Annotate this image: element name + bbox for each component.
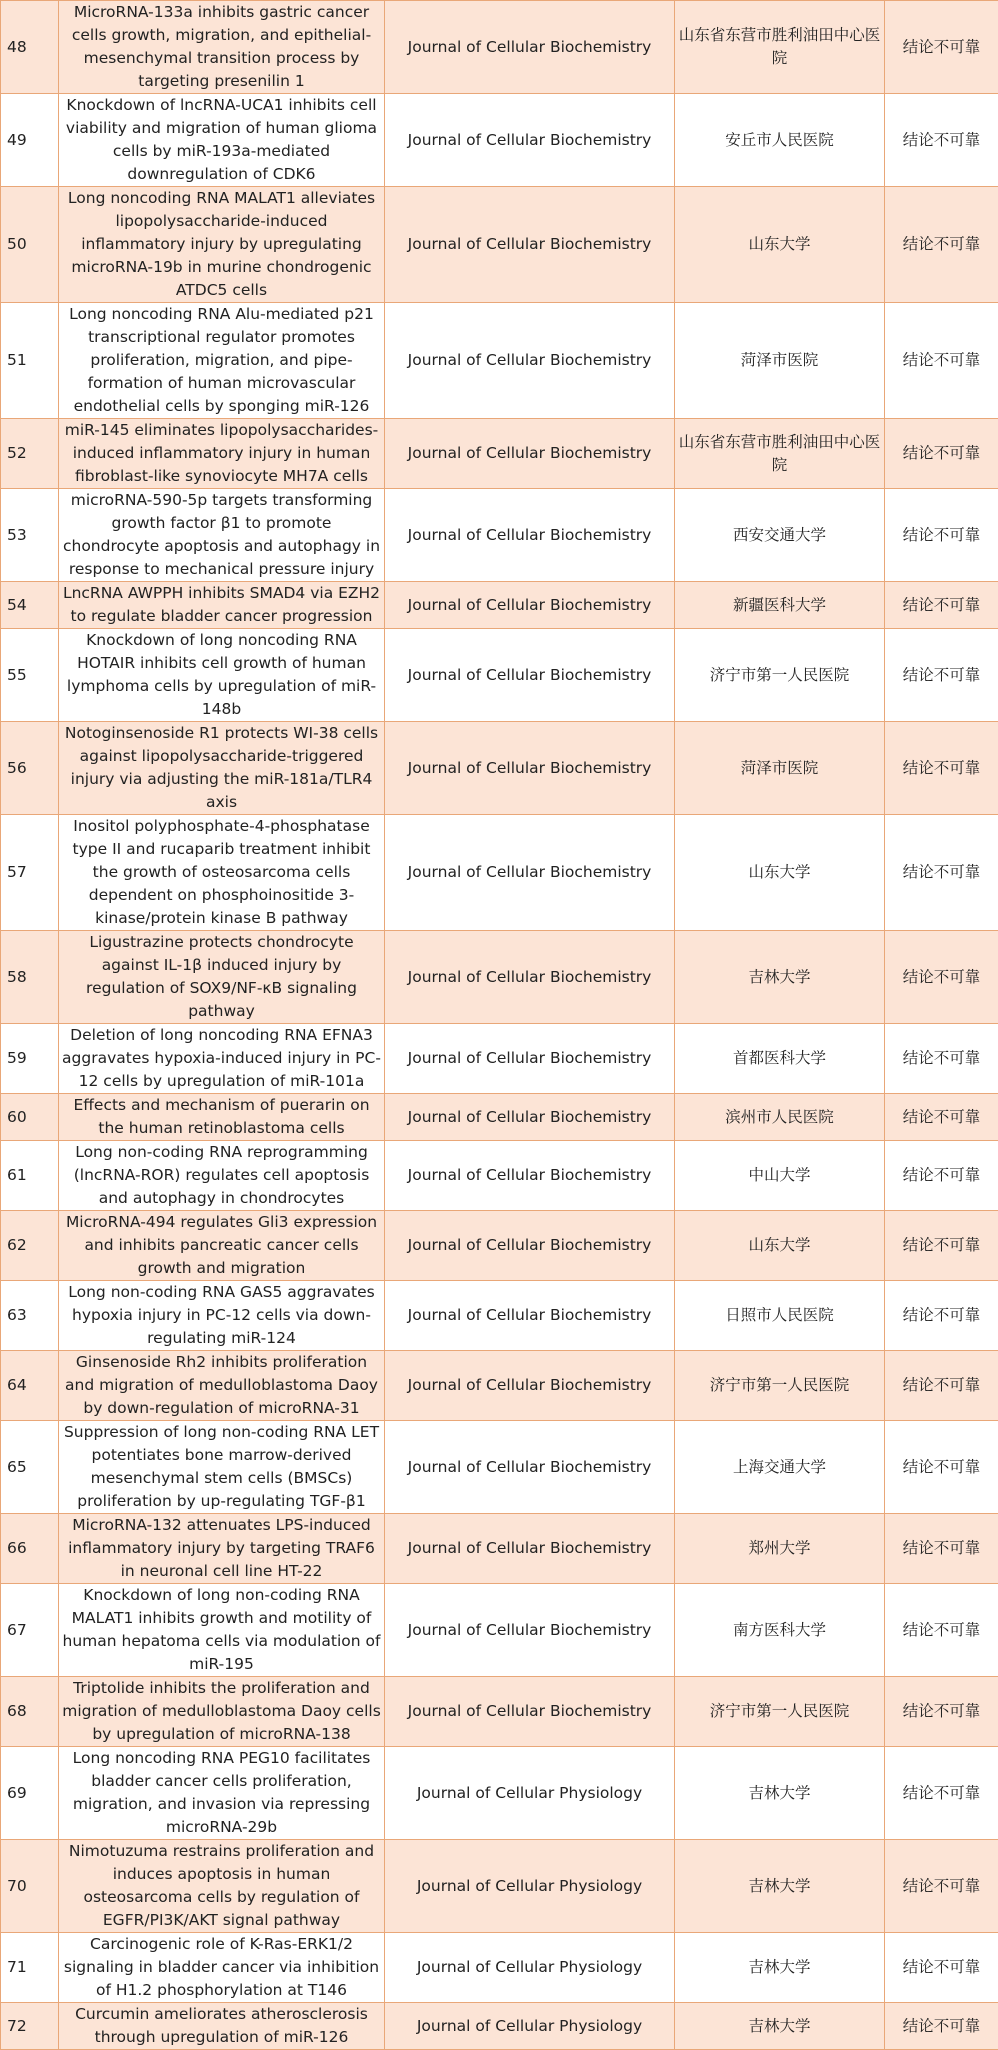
conclusion-cell: 结论不可靠	[885, 1351, 998, 1421]
institution-cell: 山东大学	[675, 815, 885, 931]
article-title-cell: MicroRNA-133a inhibits gastric cancer cells growth, migration, and epithelial-mesenchymal transition process by targeting presenilin 1	[59, 1, 385, 94]
institution-cell: 吉林大学	[675, 1747, 885, 1840]
table-row	[1, 1840, 998, 1933]
article-title-cell: Knockdown of long noncoding RNA HOTAIR inhibits cell growth of human lymphoma cells by upregulation of miR-148b	[59, 629, 385, 722]
conclusion-cell: 结论不可靠	[885, 1677, 998, 1747]
row-number-cell: 55	[1, 629, 59, 722]
row-number-cell: 68	[1, 1677, 59, 1747]
article-title-cell: Inositol polyphosphate-4-phosphatase type II and rucaparib treatment inhibit the growth of osteosarcoma cells dependent on phosphoinositide 3-kinase/protein kinase B pathway	[59, 815, 385, 931]
article-title-cell: Knockdown of long non-coding RNA MALAT1 inhibits growth and motility of human hepatoma cells via modulation of miR-195	[59, 1584, 385, 1677]
article-title-cell: Ginsenoside Rh2 inhibits proliferation and migration of medulloblastoma Daoy by down-regulation of microRNA-31	[59, 1351, 385, 1421]
row-number-cell: 66	[1, 1514, 59, 1584]
journal-cell: Journal of Cellular Physiology	[385, 1933, 675, 2003]
journal-cell: Journal of Cellular Biochemistry	[385, 1421, 675, 1514]
table-row	[1, 931, 998, 1024]
row-number-cell: 49	[1, 94, 59, 187]
conclusion-cell: 结论不可靠	[885, 94, 998, 187]
table-row	[1, 419, 998, 489]
row-number-cell: 64	[1, 1351, 59, 1421]
article-title-cell: Nimotuzuma restrains proliferation and induces apoptosis in human osteosarcoma cells by regulation of EGFR/PI3K/AKT signal pathway	[59, 1840, 385, 1933]
table-row	[1, 1211, 998, 1281]
institution-cell: 济宁市第一人民医院	[675, 1677, 885, 1747]
institution-cell: 济宁市第一人民医院	[675, 1351, 885, 1421]
article-title-cell: LncRNA AWPPH inhibits SMAD4 via EZH2 to regulate bladder cancer progression	[59, 582, 385, 629]
conclusion-cell: 结论不可靠	[885, 419, 998, 489]
table-row	[1, 2003, 998, 2050]
row-number-cell: 72	[1, 2003, 59, 2050]
journal-cell: Journal of Cellular Biochemistry	[385, 1024, 675, 1094]
row-number-cell: 52	[1, 419, 59, 489]
article-title-cell: Long non-coding RNA GAS5 aggravates hypoxia injury in PC-12 cells via down-regulating miR-124	[59, 1281, 385, 1351]
table-row	[1, 187, 998, 303]
journal-cell: Journal of Cellular Biochemistry	[385, 1351, 675, 1421]
institution-cell: 吉林大学	[675, 931, 885, 1024]
journal-cell: Journal of Cellular Physiology	[385, 1747, 675, 1840]
conclusion-cell: 结论不可靠	[885, 1211, 998, 1281]
row-number-cell: 71	[1, 1933, 59, 2003]
journal-cell: Journal of Cellular Biochemistry	[385, 1514, 675, 1584]
table-row	[1, 722, 998, 815]
article-title-cell: Triptolide inhibits the proliferation and migration of medulloblastoma Daoy cells by upregulation of microRNA-138	[59, 1677, 385, 1747]
conclusion-cell: 结论不可靠	[885, 1514, 998, 1584]
conclusion-cell: 结论不可靠	[885, 1141, 998, 1211]
journal-cell: Journal of Cellular Biochemistry	[385, 1584, 675, 1677]
row-number-cell: 59	[1, 1024, 59, 1094]
table-row	[1, 629, 998, 722]
conclusion-cell: 结论不可靠	[885, 1094, 998, 1141]
institution-cell: 山东大学	[675, 1211, 885, 1281]
article-title-cell: Long noncoding RNA MALAT1 alleviates lipopolysaccharide-induced inflammatory injury by upregulating microRNA-19b in murine chondrogenic ATDC5 cells	[59, 187, 385, 303]
table-row	[1, 94, 998, 187]
conclusion-cell: 结论不可靠	[885, 489, 998, 582]
institution-cell: 郑州大学	[675, 1514, 885, 1584]
article-title-cell: miR-145 eliminates lipopolysaccharides-induced inflammatory injury in human fibroblast-like synoviocyte MH7A cells	[59, 419, 385, 489]
institution-cell: 菏泽市医院	[675, 722, 885, 815]
article-title-cell: Notoginsenoside R1 protects WI-38 cells against lipopolysaccharide-triggered injury via adjusting the miR-181a/TLR4 axis	[59, 722, 385, 815]
row-number-cell: 61	[1, 1141, 59, 1211]
article-title-cell: Ligustrazine protects chondrocyte against IL-1β induced injury by regulation of SOX9/NF-κB signaling pathway	[59, 931, 385, 1024]
institution-cell: 山东大学	[675, 187, 885, 303]
table-row	[1, 489, 998, 582]
article-title-cell: Deletion of long noncoding RNA EFNA3 aggravates hypoxia-induced injury in PC-12 cells by upregulation of miR-101a	[59, 1024, 385, 1094]
institution-cell: 吉林大学	[675, 1840, 885, 1933]
row-number-cell: 63	[1, 1281, 59, 1351]
institution-cell: 菏泽市医院	[675, 303, 885, 419]
institution-cell: 日照市人民医院	[675, 1281, 885, 1351]
journal-cell: Journal of Cellular Biochemistry	[385, 187, 675, 303]
conclusion-cell: 结论不可靠	[885, 187, 998, 303]
conclusion-cell: 结论不可靠	[885, 1840, 998, 1933]
conclusion-cell: 结论不可靠	[885, 1747, 998, 1840]
row-number-cell: 70	[1, 1840, 59, 1933]
institution-cell: 新疆医科大学	[675, 582, 885, 629]
journal-cell: Journal of Cellular Biochemistry	[385, 629, 675, 722]
institution-cell: 南方医科大学	[675, 1584, 885, 1677]
row-number-cell: 53	[1, 489, 59, 582]
table-row	[1, 582, 998, 629]
table-row	[1, 1141, 998, 1211]
journal-cell: Journal of Cellular Biochemistry	[385, 1211, 675, 1281]
conclusion-cell: 结论不可靠	[885, 1281, 998, 1351]
conclusion-cell: 结论不可靠	[885, 815, 998, 931]
table-row	[1, 1584, 998, 1677]
conclusion-cell: 结论不可靠	[885, 629, 998, 722]
row-number-cell: 51	[1, 303, 59, 419]
row-number-cell: 50	[1, 187, 59, 303]
row-number-cell: 67	[1, 1584, 59, 1677]
table-row	[1, 1933, 998, 2003]
journal-cell: Journal of Cellular Biochemistry	[385, 1094, 675, 1141]
conclusion-cell: 结论不可靠	[885, 1421, 998, 1514]
table-body	[1, 1, 998, 2050]
conclusion-cell: 结论不可靠	[885, 1584, 998, 1677]
row-number-cell: 57	[1, 815, 59, 931]
institution-cell: 吉林大学	[675, 1933, 885, 2003]
conclusion-cell: 结论不可靠	[885, 2003, 998, 2050]
journal-cell: Journal of Cellular Biochemistry	[385, 303, 675, 419]
table-row	[1, 1024, 998, 1094]
conclusion-cell: 结论不可靠	[885, 582, 998, 629]
row-number-cell: 56	[1, 722, 59, 815]
journal-cell: Journal of Cellular Biochemistry	[385, 815, 675, 931]
article-title-cell: Suppression of long non-coding RNA LET potentiates bone marrow-derived mesenchymal stem cells (BMSCs) proliferation by up-regulating TGF-β1	[59, 1421, 385, 1514]
journal-cell: Journal of Cellular Biochemistry	[385, 582, 675, 629]
row-number-cell: 54	[1, 582, 59, 629]
article-title-cell: Curcumin ameliorates atherosclerosis through upregulation of miR-126	[59, 2003, 385, 2050]
table-row	[1, 1514, 998, 1584]
table-row	[1, 815, 998, 931]
institution-cell: 山东省东营市胜利油田中心医院	[675, 419, 885, 489]
journal-cell: Journal of Cellular Biochemistry	[385, 1, 675, 94]
table-row	[1, 1421, 998, 1514]
article-title-cell: MicroRNA-132 attenuates LPS-induced inflammatory injury by targeting TRAF6 in neuronal cell line HT-22	[59, 1514, 385, 1584]
conclusion-cell: 结论不可靠	[885, 1, 998, 94]
conclusion-cell: 结论不可靠	[885, 303, 998, 419]
conclusion-cell: 结论不可靠	[885, 931, 998, 1024]
conclusion-cell: 结论不可靠	[885, 1933, 998, 2003]
journal-cell: Journal of Cellular Biochemistry	[385, 1281, 675, 1351]
table-row	[1, 1677, 998, 1747]
institution-cell: 中山大学	[675, 1141, 885, 1211]
journal-cell: Journal of Cellular Biochemistry	[385, 94, 675, 187]
institution-cell: 滨州市人民医院	[675, 1094, 885, 1141]
row-number-cell: 60	[1, 1094, 59, 1141]
article-title-cell: Long noncoding RNA Alu-mediated p21 transcriptional regulator promotes proliferation, migration, and pipe-formation of human microvascular endothelial cells by sponging miR-126	[59, 303, 385, 419]
article-title-cell: MicroRNA-494 regulates Gli3 expression and inhibits pancreatic cancer cells growth and migration	[59, 1211, 385, 1281]
journal-cell: Journal of Cellular Biochemistry	[385, 931, 675, 1024]
conclusion-cell: 结论不可靠	[885, 1024, 998, 1094]
institution-cell: 上海交通大学	[675, 1421, 885, 1514]
table-row	[1, 303, 998, 419]
row-number-cell: 65	[1, 1421, 59, 1514]
row-number-cell: 48	[1, 1, 59, 94]
journal-cell: Journal of Cellular Biochemistry	[385, 722, 675, 815]
table-row	[1, 1, 998, 94]
journal-cell: Journal of Cellular Biochemistry	[385, 1677, 675, 1747]
row-number-cell: 62	[1, 1211, 59, 1281]
journal-cell: Journal of Cellular Physiology	[385, 1840, 675, 1933]
table-row	[1, 1094, 998, 1141]
article-title-cell: microRNA-590-5p targets transforming growth factor β1 to promote chondrocyte apoptosis and autophagy in response to mechanical pressure injury	[59, 489, 385, 582]
article-title-cell: Long noncoding RNA PEG10 facilitates bladder cancer cells proliferation, migration, and invasion via repressing microRNA-29b	[59, 1747, 385, 1840]
table-row	[1, 1747, 998, 1840]
journal-cell: Journal of Cellular Physiology	[385, 2003, 675, 2050]
article-title-cell: Long non-coding RNA reprogramming (lncRNA-ROR) regulates cell apoptosis and autophagy in chondrocytes	[59, 1141, 385, 1211]
row-number-cell: 58	[1, 931, 59, 1024]
table-row	[1, 1281, 998, 1351]
row-number-cell: 69	[1, 1747, 59, 1840]
article-title-cell: Carcinogenic role of K-Ras-ERK1/2 signaling in bladder cancer via inhibition of H1.2 phosphorylation at T146	[59, 1933, 385, 2003]
table-row	[1, 1351, 998, 1421]
institution-cell: 山东省东营市胜利油田中心医院	[675, 1, 885, 94]
institution-cell: 首都医科大学	[675, 1024, 885, 1094]
article-title-cell: Knockdown of lncRNA-UCA1 inhibits cell viability and migration of human glioma cells by miR-193a-mediated downregulation of CDK6	[59, 94, 385, 187]
journal-cell: Journal of Cellular Biochemistry	[385, 489, 675, 582]
conclusion-cell: 结论不可靠	[885, 722, 998, 815]
journal-cell: Journal of Cellular Biochemistry	[385, 1141, 675, 1211]
institution-cell: 安丘市人民医院	[675, 94, 885, 187]
journal-cell: Journal of Cellular Biochemistry	[385, 419, 675, 489]
institution-cell: 吉林大学	[675, 2003, 885, 2050]
institution-cell: 济宁市第一人民医院	[675, 629, 885, 722]
institution-cell: 西安交通大学	[675, 489, 885, 582]
article-title-cell: Effects and mechanism of puerarin on the human retinoblastoma cells	[59, 1094, 385, 1141]
